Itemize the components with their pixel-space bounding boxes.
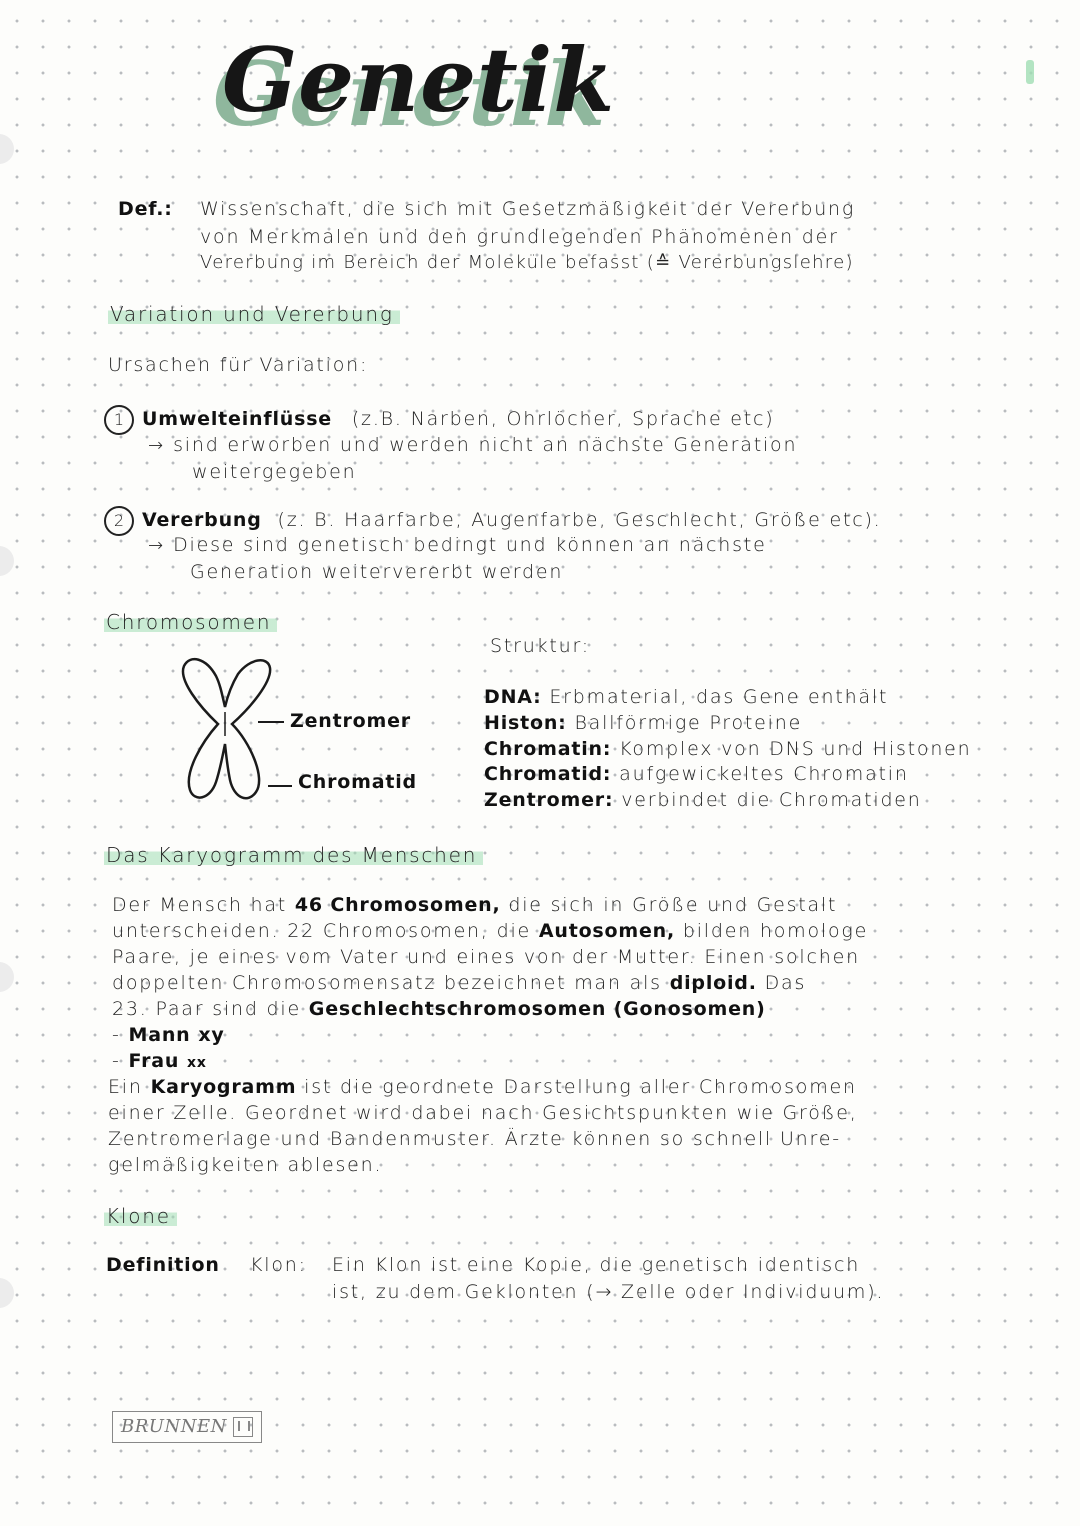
text: Der Mensch hat [112, 894, 295, 916]
emphasis: Karyogramm [150, 1076, 297, 1098]
text: die sich in Größe und Gestalt [500, 894, 838, 916]
number-2-icon: 2 [104, 506, 134, 536]
binder-hole [0, 962, 14, 992]
section-heading-variation: Variation und Vererbung [108, 302, 400, 326]
cause-explanation-2 [148, 534, 767, 556]
page-title: Genetik [222, 28, 616, 132]
clone-definition-label: Definition [106, 1254, 220, 1276]
explanation-line: Generation weitervererbt werden [190, 561, 564, 583]
structure-row [484, 712, 802, 734]
structure-text: Erbmaterial, das Gene enthält [549, 686, 889, 708]
structure-text: Ballförmige Proteine [574, 712, 803, 734]
section-heading-karyogram: Das Karyogramm des Menschen [104, 843, 483, 867]
emphasis: diploid. [669, 972, 757, 994]
structure-row [484, 763, 909, 785]
dash: - [112, 1050, 129, 1072]
brand-name: BRUNNEN [121, 1416, 227, 1437]
explanation-line: weitergegeben [192, 461, 357, 483]
gonosome-male [112, 1024, 225, 1046]
structure-label: Struktur: [490, 635, 590, 657]
definition-line: Wissenschaft, die sich mit Gesetzmäßigkeit der Vererbung [200, 198, 856, 220]
binder-hole [0, 546, 14, 576]
karyogram-line [112, 920, 868, 942]
gonosome-label: Mann [128, 1024, 191, 1046]
cause-item-2 [104, 506, 882, 536]
gonosome-value: xx [187, 1055, 207, 1071]
chromatid-pointer [268, 785, 292, 787]
structure-term: Zentromer: [484, 789, 614, 811]
cause-term: Umwelteinflüsse [142, 408, 332, 430]
emphasis: 46 Chromosomen, [294, 894, 501, 916]
cause-explanation-1 [148, 434, 797, 456]
cause-term: Vererbung [142, 509, 262, 531]
cause-detail: (z. B. Haarfarbe, Augenfarbe, Geschlecht, Größe etc). [277, 509, 882, 531]
cause-detail: (z.B. Narben, Ohrlöcher, Sprache etc) [351, 408, 775, 430]
text: Das [756, 972, 807, 994]
binder-hole [0, 134, 14, 164]
text: unterscheiden. 22 Chromosomen, die [112, 920, 539, 942]
karyogram-line: einer Zelle. Geordnet wird dabei nach Gesichtspunkten wie Größe, [108, 1102, 858, 1124]
structure-term: DNA: [484, 686, 542, 708]
karyogram-line [112, 894, 837, 916]
arrow-right-icon: → [148, 435, 164, 456]
karyogram-line: gelmäßigkeiten ablesen. [108, 1154, 383, 1176]
karyogram-line: Zentromerlage und Bandenmuster. Ärzte können so schnell Unre- [108, 1128, 841, 1150]
karyogram-line: Paare, je eines vom Vater und eines von der Mutter. Einen solchen [112, 946, 860, 968]
chromosome-outline [183, 659, 270, 798]
gonosome-value: xy [198, 1024, 225, 1046]
structure-row [484, 789, 922, 811]
explanation-line: Diese sind genetisch bedingt und können an nächste [173, 534, 767, 556]
structure-row [484, 738, 972, 760]
text: Ein [108, 1076, 151, 1098]
structure-text: Komplex von DNS und Histonen [619, 738, 972, 760]
structure-row [484, 686, 888, 708]
brand-stamp [112, 1411, 262, 1443]
text: ist die geordnete Darstellung aller Chromosomen [296, 1076, 857, 1098]
gonosome-label: Frau [128, 1050, 180, 1072]
binder-hole [0, 1278, 14, 1308]
chromosome-diagram [170, 652, 280, 807]
definition-line: Vererbung im Bereich der Moleküle befasst (≙ Vererbungslehre) [200, 252, 854, 273]
karyogram-line [112, 972, 806, 994]
text: 23. Paar sind die [112, 998, 309, 1020]
clone-term: Klon: [250, 1254, 307, 1276]
zentromer-pointer [258, 721, 284, 723]
karyogram-line [108, 1076, 857, 1098]
explanation-line: sind erworben und werden nicht an nächste Generation [173, 434, 798, 456]
karyogram-line [112, 998, 766, 1020]
structure-term: Chromatid: [484, 763, 612, 785]
text: bilden homologe [675, 920, 869, 942]
label-zentromer: Zentromer [290, 710, 411, 732]
emphasis: Autosomen, [538, 920, 676, 942]
label-chromatid: Chromatid [298, 771, 417, 793]
definition-label: Def.: [118, 198, 173, 220]
section-heading-clones: Klone [104, 1204, 177, 1228]
number-1-icon: 1 [104, 405, 134, 435]
causes-label: Ursachen für Variation: [108, 354, 369, 376]
structure-term: Chromatin: [484, 738, 612, 760]
brunnen-logo-icon [233, 1417, 253, 1437]
text: doppelten Chromosomensatz bezeichnet man als [112, 972, 670, 994]
emphasis: Geschlechtschromosomen (Gonosomen) [308, 998, 766, 1020]
highlighter-mark [1026, 60, 1034, 84]
section-heading-chromosomes: Chromosomen [104, 610, 277, 634]
clone-line: ist, zu dem Geklonten (→ Zelle oder Individuum). [332, 1281, 885, 1303]
definition-line: von Merkmalen und den grundlegenden Phänomenen der [200, 226, 839, 248]
dash: - [112, 1024, 129, 1046]
clone-line: Ein Klon ist eine Kopie, die genetisch identisch [332, 1254, 861, 1276]
structure-text: aufgewickeltes Chromatin [619, 763, 909, 785]
structure-term: Histon: [484, 712, 567, 734]
arrow-right-icon: → [148, 535, 164, 556]
structure-text: verbindet die Chromatiden [621, 789, 922, 811]
gonosome-female [112, 1050, 207, 1072]
cause-item-1 [104, 405, 775, 435]
